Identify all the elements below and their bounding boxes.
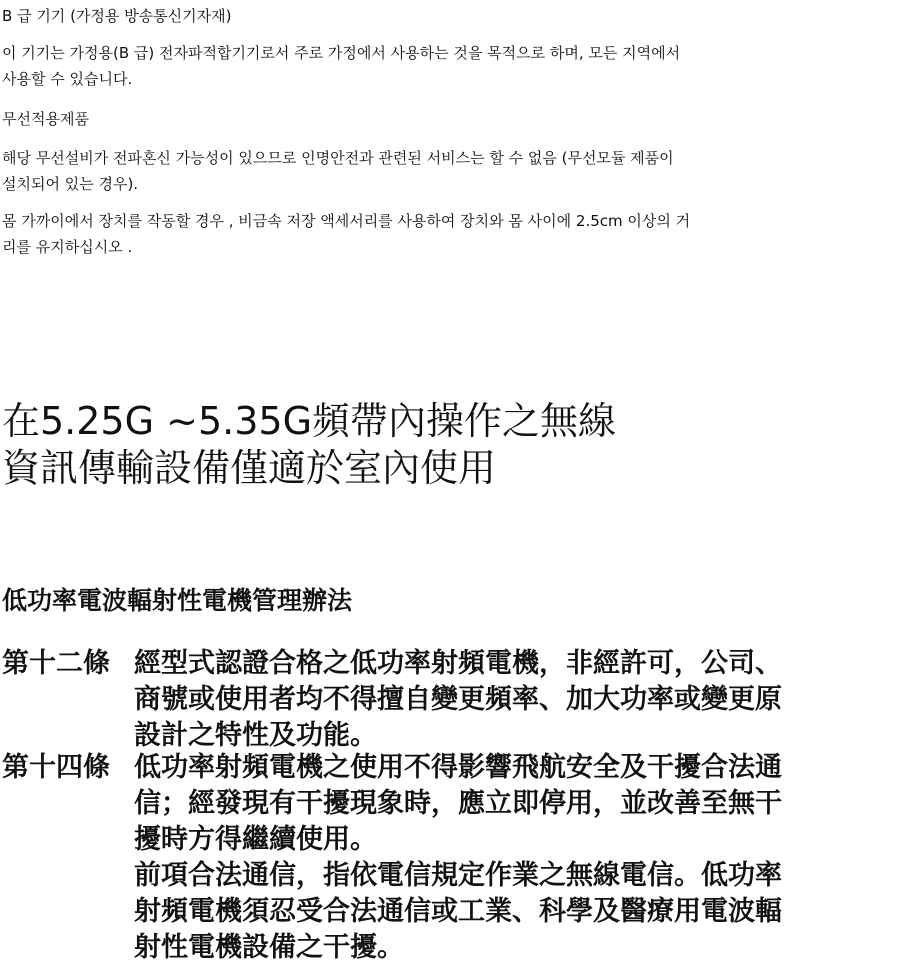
article-14-line: 射性電機設備之干擾。	[134, 932, 404, 963]
band-heading-line: 資訊傳輸設備僅適於室內使用	[2, 446, 497, 490]
article-14-line: 擾時方得繼續使用。	[134, 824, 377, 855]
article-14-line: 低功率射頻電機之使用不得影響飛航安全及干擾合法通	[134, 752, 782, 783]
class-b-statement	[2, 40, 902, 92]
article-12-body	[134, 646, 894, 754]
band-heading-line: 在5.25G ~5.35G頻帶內操作之無線	[2, 399, 617, 443]
class-b-statement-line: 이 기기는 가정용(B 급) 전자파적합기기로서 주로 가정에서 사용하는 것을 목적으로 하며, 모든 지역에서	[2, 44, 681, 62]
class-b-title: B 급 기기 (가정용 방송통신기자재)	[2, 7, 232, 25]
class-b-statement-line: 사용할 수 있습니다.	[2, 70, 133, 88]
article-12-line: 商號或使用者均不得擅自變更頻率、加大功率或變更原	[134, 684, 782, 715]
article-14-line: 射頻電機須忍受合法通信或工業、科學及醫療用電波輻	[134, 896, 782, 927]
article-14-body	[134, 750, 894, 966]
body-distance-line: 리를 유지하십시오 .	[2, 238, 133, 256]
body-distance-line: 몸 가까이에서 장치를 작동할 경우 , 비금속 저장 액세서리를 사용하여 장치와 몸 사이에 2.5cm 이상의 거	[2, 212, 691, 230]
indoor-use-band-heading	[2, 398, 616, 492]
body-distance-statement	[2, 208, 902, 260]
article-14-label: 第十四條	[2, 752, 110, 783]
article-12-line: 設計之特性及功能。	[134, 720, 377, 751]
low-power-regulation-title: 低功率電波輻射性電機管理辦法	[2, 586, 353, 615]
article-12-line: 經型式認證合格之低功率射頻電機，非經許可，公司、	[134, 648, 782, 679]
article-14-line: 前項合法通信，指依電信規定作業之無線電信。低功率	[134, 860, 782, 891]
wireless-interference-statement	[2, 145, 902, 197]
wireless-interference-line: 설치되어 있는 경우).	[2, 175, 139, 193]
wireless-product-title: 무선적용제품	[2, 110, 89, 128]
wireless-interference-line: 해당 무선설비가 전파혼신 가능성이 있으므로 인명안전과 관련된 서비스는 할 수 없음 (무선모듈 제품이	[2, 149, 674, 167]
article-12-label: 第十二條	[2, 648, 110, 679]
article-14-line: 信；經發現有干擾現象時，應立即停用，並改善至無干	[134, 788, 782, 819]
